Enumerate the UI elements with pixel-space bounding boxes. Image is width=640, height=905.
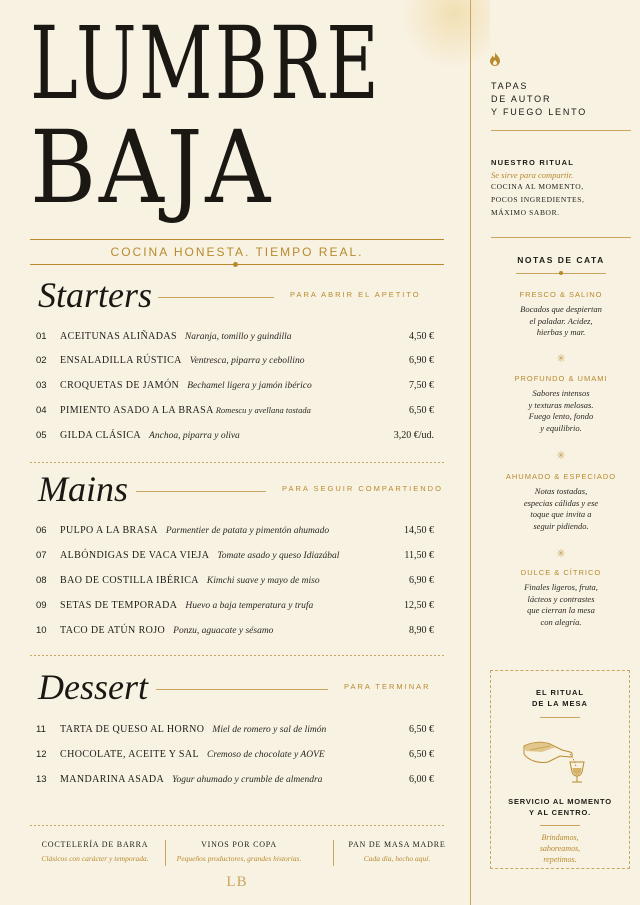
- our-ritual: NUESTRO RITUAL Se sirve para compartir. COCINA AL MOMENTO, POCOS INGREDIENTES, MÁXIMO SABOR.: [491, 158, 585, 217]
- asterisk-icon: ✳: [556, 450, 566, 462]
- flame-icon: [489, 52, 501, 66]
- section-separator: [30, 462, 444, 463]
- menu-item: 09 SETAS DE TEMPORADA Huevo a baja temperatura y trufa 12,50 €: [36, 600, 434, 611]
- section-header-starters: [38, 275, 436, 315]
- menu-item: 05 GILDA CLÁSICA Anchoa, piparra y oliva 3,20 €/ud.: [36, 430, 434, 441]
- section-separator: [30, 825, 444, 826]
- divider: [516, 273, 606, 274]
- section-divider: [136, 491, 266, 492]
- divider: [491, 237, 631, 238]
- section-title: Dessert: [38, 667, 148, 707]
- section-divider: [158, 297, 274, 298]
- brand-title-line2: BAJA: [30, 109, 274, 226]
- asterisk-icon: ✳: [556, 353, 566, 365]
- monogram: LB: [226, 874, 248, 890]
- section-subtitle: PARA TERMINAR: [344, 682, 431, 691]
- menu-item: 01 ACEITUNAS ALIÑADAS Naranja, tomillo y guindilla 4,50 €: [36, 331, 434, 342]
- menu-item: 02 ENSALADILLA RÚSTICA Ventresca, piparra y cebollino 6,90 €: [36, 355, 434, 366]
- menu-item: 10 TACO DE ATÚN ROJO Ponzu, aguacate y sésamo 8,90 €: [36, 625, 434, 636]
- note-fresh: FRESCO & SALINO Bocados que despiertan el paladar. Acidez, hierbas y mar.: [519, 290, 603, 337]
- menu-item: 08 BAO DE COSTILLA IBÉRICA Kimchi suave y mayo de miso 6,90 €: [36, 575, 434, 586]
- sidebar: [471, 0, 640, 905]
- section-separator: [30, 655, 444, 656]
- menu-item: 07 ALBÓNDIGAS DE VACA VIEJA Tomate asado y queso Idiazábal 11,50 €: [36, 550, 434, 561]
- section-header-mains: [38, 469, 443, 509]
- section-divider: [156, 689, 328, 690]
- brand-tagline: TAPAS DE AUTOR Y FUEGO LENTO: [491, 81, 588, 117]
- menu-item: 13 MANDARINA ASADA Yogur ahumado y crumble de almendra 6,00 €: [36, 774, 434, 785]
- section-subtitle: PARA SEGUIR COMPARTIENDO: [282, 484, 443, 493]
- brand-title-line1: LUMBRE: [30, 5, 381, 122]
- note-umami: PROFUNDO & UMAMI Sabores intensos y texturas melosas. Fuego lento, fondo y equilibrio.: [514, 374, 608, 433]
- section-title: Starters: [38, 275, 153, 315]
- asterisk-icon: ✳: [556, 548, 566, 560]
- menu-item: 06 PULPO A LA BRASA Parmentier de patata y pimentón ahumado 14,50 €: [36, 525, 434, 536]
- tagline-rule-top: [30, 239, 444, 240]
- table-ritual-box: EL RITUAL DE LA MESA SERVICIO AL MOMENTO Y AL CENTRO. Brindamos, saboreamos, repetimos.: [490, 670, 630, 869]
- tasting-notes-title: NOTAS DE CATA: [517, 255, 605, 265]
- divider: [491, 130, 631, 131]
- note-smoky: AHUMADO & ESPECIADO Notas tostadas, especias cálidas y ese toque que invita a seguir pidiendo.: [505, 472, 617, 531]
- footer-wines: VINOS POR COPA Pequeños productores, grandes historias.: [176, 840, 302, 863]
- footer-cocktails: COCTELERÍA DE BARRA Clásicos con carácter y temporada.: [41, 840, 149, 863]
- section-title: Mains: [38, 469, 128, 509]
- menu-item: 04 PIMIENTO ASADO A LA BRASA Romescu y avellana tostada 6,50 €: [36, 405, 434, 416]
- menu-item: 11 TARTA DE QUESO AL HORNO Miel de romero y sal de limón 6,50 €: [36, 724, 434, 735]
- footer-divider: [165, 840, 166, 866]
- pouring-bottle-glass-icon: [520, 732, 600, 784]
- tagline-rule-bottom: [30, 264, 444, 265]
- menu-item: 03 CROQUETAS DE JAMÓN Bechamel ligera y jamón ibérico 7,50 €: [36, 380, 434, 391]
- section-header-dessert: [38, 667, 436, 707]
- tagline: COCINA HONESTA. TIEMPO REAL.: [110, 245, 364, 259]
- footer-bread: PAN DE MASA MADRE Cada día, hecho aquí.: [348, 840, 446, 863]
- note-sweet: DULCE & CÍTRICO Finales ligeros, fruta, lácteos y contrastes que cierran la mesa con alegría.: [520, 568, 602, 627]
- section-subtitle: PARA ABRIR EL APETITO: [290, 290, 421, 299]
- menu-item: 12 CHOCOLATE, ACEITE Y SAL Cremoso de chocolate y AOVE 6,50 €: [36, 749, 434, 760]
